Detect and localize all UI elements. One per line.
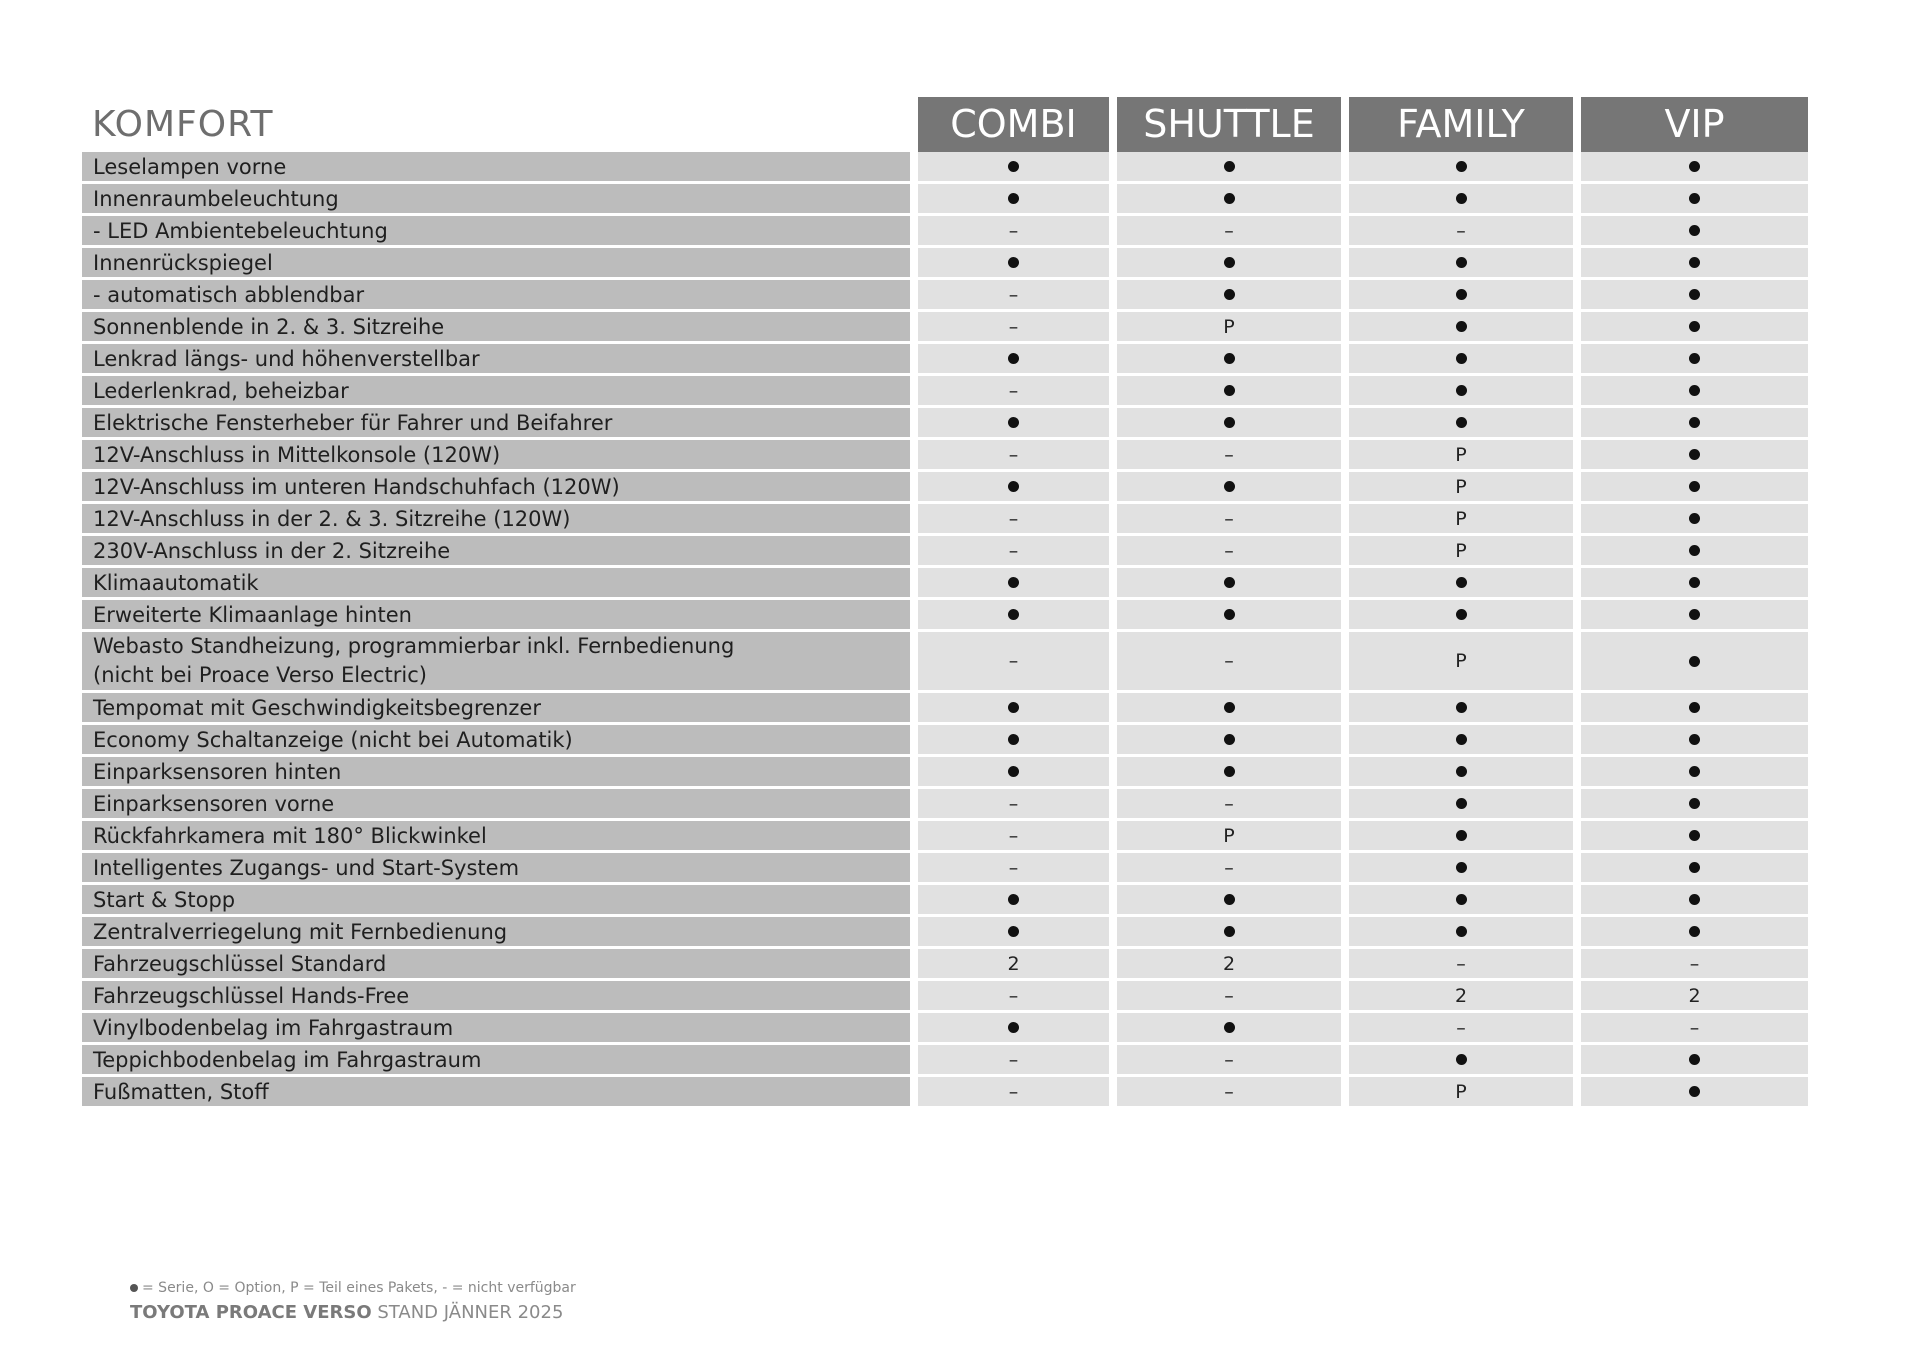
row-label: Klimaautomatik (82, 568, 910, 600)
cell-shuttle: – (1117, 789, 1341, 821)
row-label: Innenrückspiegel (82, 248, 910, 280)
row-label: Tempomat mit Geschwindigkeitsbegrenzer (82, 693, 910, 725)
cell-shuttle (1117, 376, 1341, 408)
column-header-combi: COMBI (918, 97, 1109, 152)
standard-dot-icon (1456, 353, 1467, 364)
cell-combi (918, 757, 1109, 789)
standard-dot-icon (1456, 798, 1467, 809)
standard-dot-icon (1224, 417, 1235, 428)
standard-dot-icon (1456, 385, 1467, 396)
standard-dot-icon (1008, 609, 1019, 620)
standard-dot-icon (1689, 545, 1700, 556)
row-label: Start & Stopp (82, 885, 910, 917)
bullet-icon (130, 1284, 138, 1292)
standard-dot-icon (1456, 734, 1467, 745)
footer (130, 1280, 576, 1323)
cell-family: – (1349, 216, 1573, 248)
cell-vip (1581, 312, 1808, 344)
cell-family (1349, 757, 1573, 789)
standard-dot-icon (1689, 766, 1700, 777)
standard-dot-icon (1224, 766, 1235, 777)
row-label: - automatisch abblendbar (82, 280, 910, 312)
row-label: Fußmatten, Stoff (82, 1077, 910, 1109)
cell-vip (1581, 280, 1808, 312)
standard-dot-icon (1224, 289, 1235, 300)
cell-combi: – (918, 440, 1109, 472)
cell-family (1349, 789, 1573, 821)
standard-dot-icon (1456, 289, 1467, 300)
standard-dot-icon (1224, 734, 1235, 745)
standard-dot-icon (1224, 926, 1235, 937)
cell-vip (1581, 152, 1808, 184)
row-label: Lederlenkrad, beheizbar (82, 376, 910, 408)
cell-family (1349, 152, 1573, 184)
cell-vip (1581, 440, 1808, 472)
cell-vip (1581, 216, 1808, 248)
cell-family (1349, 725, 1573, 757)
cell-vip (1581, 853, 1808, 885)
row-label: Vinylbodenbelag im Fahrgastraum (82, 1013, 910, 1045)
cell-combi (918, 725, 1109, 757)
cell-combi (918, 248, 1109, 280)
standard-dot-icon (1224, 161, 1235, 172)
cell-family (1349, 280, 1573, 312)
standard-dot-icon (1689, 513, 1700, 524)
standard-dot-icon (1689, 1054, 1700, 1065)
komfort-table (82, 97, 1838, 1109)
standard-dot-icon (1008, 481, 1019, 492)
cell-vip (1581, 248, 1808, 280)
cell-combi: – (918, 1045, 1109, 1077)
standard-dot-icon (1008, 926, 1019, 937)
cell-shuttle: 2 (1117, 949, 1341, 981)
row-label: Zentralverriegelung mit Fernbedienung (82, 917, 910, 949)
cell-family (1349, 853, 1573, 885)
standard-dot-icon (1224, 385, 1235, 396)
cell-combi (918, 600, 1109, 632)
cell-family (1349, 344, 1573, 376)
standard-dot-icon (1008, 702, 1019, 713)
cell-combi: – (918, 821, 1109, 853)
cell-combi (918, 1013, 1109, 1045)
cell-vip (1581, 917, 1808, 949)
standard-dot-icon (1224, 257, 1235, 268)
cell-combi (918, 152, 1109, 184)
standard-dot-icon (1008, 734, 1019, 745)
standard-dot-icon (1689, 926, 1700, 937)
cell-vip (1581, 504, 1808, 536)
standard-dot-icon (1456, 257, 1467, 268)
row-label: Intelligentes Zugangs- und Start-System (82, 853, 910, 885)
standard-dot-icon (1456, 609, 1467, 620)
standard-dot-icon (1689, 734, 1700, 745)
cell-combi: 2 (918, 949, 1109, 981)
cell-family: P (1349, 536, 1573, 568)
cell-family: P (1349, 632, 1573, 693)
column-header-vip: VIP (1581, 97, 1808, 152)
cell-family: P (1349, 504, 1573, 536)
stand-date: STAND JÄNNER 2025 (377, 1302, 564, 1323)
cell-combi (918, 408, 1109, 440)
row-label: Leselampen vorne (82, 152, 910, 184)
standard-dot-icon (1689, 225, 1700, 236)
cell-shuttle: P (1117, 821, 1341, 853)
cell-vip (1581, 789, 1808, 821)
standard-dot-icon (1224, 353, 1235, 364)
row-label-line1: Webasto Standheizung, programmierbar inkl. Fernbedienung (93, 634, 735, 658)
standard-dot-icon (1456, 894, 1467, 905)
cell-combi (918, 472, 1109, 504)
cell-shuttle (1117, 344, 1341, 376)
cell-shuttle (1117, 693, 1341, 725)
cell-combi (918, 344, 1109, 376)
standard-dot-icon (1224, 702, 1235, 713)
standard-dot-icon (1689, 609, 1700, 620)
standard-dot-icon (1456, 193, 1467, 204)
cell-vip (1581, 184, 1808, 216)
standard-dot-icon (1456, 161, 1467, 172)
cell-family (1349, 885, 1573, 917)
standard-dot-icon (1689, 862, 1700, 873)
standard-dot-icon (1008, 417, 1019, 428)
cell-vip (1581, 472, 1808, 504)
cell-shuttle (1117, 248, 1341, 280)
standard-dot-icon (1008, 1022, 1019, 1033)
cell-shuttle (1117, 600, 1341, 632)
standard-dot-icon (1689, 830, 1700, 841)
cell-shuttle: – (1117, 440, 1341, 472)
cell-combi: – (918, 280, 1109, 312)
cell-combi: – (918, 504, 1109, 536)
cell-family (1349, 408, 1573, 440)
standard-dot-icon (1689, 481, 1700, 492)
cell-shuttle (1117, 885, 1341, 917)
standard-dot-icon (1456, 417, 1467, 428)
standard-dot-icon (1689, 656, 1700, 667)
cell-combi: – (918, 853, 1109, 885)
cell-shuttle (1117, 184, 1341, 216)
row-label: Fahrzeugschlüssel Hands-Free (82, 981, 910, 1013)
cell-vip (1581, 885, 1808, 917)
cell-family (1349, 568, 1573, 600)
row-label-line2: (nicht bei Proace Verso Electric) (93, 663, 427, 687)
row-label: 230V-Anschluss in der 2. Sitzreihe (82, 536, 910, 568)
cell-family: 2 (1349, 981, 1573, 1013)
row-label: Erweiterte Klimaanlage hinten (82, 600, 910, 632)
column-header-shuttle: SHUTTLE (1117, 97, 1341, 152)
row-label (82, 632, 910, 693)
row-label: Einparksensoren hinten (82, 757, 910, 789)
cell-combi (918, 917, 1109, 949)
cell-combi: – (918, 376, 1109, 408)
row-label: Innenraumbeleuchtung (82, 184, 910, 216)
standard-dot-icon (1689, 193, 1700, 204)
standard-dot-icon (1689, 798, 1700, 809)
legend (130, 1280, 576, 1296)
standard-dot-icon (1456, 1054, 1467, 1065)
feature-grid (82, 97, 1838, 1109)
cell-family (1349, 312, 1573, 344)
cell-family: P (1349, 1077, 1573, 1109)
standard-dot-icon (1456, 926, 1467, 937)
cell-shuttle: – (1117, 632, 1341, 693)
standard-dot-icon (1689, 417, 1700, 428)
cell-shuttle: – (1117, 1077, 1341, 1109)
cell-vip (1581, 376, 1808, 408)
cell-combi: – (918, 312, 1109, 344)
cell-vip (1581, 344, 1808, 376)
cell-vip (1581, 568, 1808, 600)
cell-combi: – (918, 981, 1109, 1013)
cell-family: P (1349, 472, 1573, 504)
standard-dot-icon (1224, 609, 1235, 620)
cell-family: – (1349, 949, 1573, 981)
section-title: KOMFORT (92, 104, 274, 145)
standard-dot-icon (1456, 321, 1467, 332)
cell-family (1349, 1045, 1573, 1077)
cell-combi: – (918, 216, 1109, 248)
standard-dot-icon (1456, 830, 1467, 841)
cell-vip (1581, 821, 1808, 853)
cell-vip: – (1581, 1013, 1808, 1045)
cell-family: P (1349, 440, 1573, 472)
cell-combi (918, 885, 1109, 917)
row-label: - LED Ambientebeleuchtung (82, 216, 910, 248)
cell-shuttle (1117, 1013, 1341, 1045)
cell-shuttle (1117, 152, 1341, 184)
cell-shuttle: P (1117, 312, 1341, 344)
cell-combi: – (918, 536, 1109, 568)
standard-dot-icon (1456, 766, 1467, 777)
row-label: Einparksensoren vorne (82, 789, 910, 821)
standard-dot-icon (1008, 257, 1019, 268)
standard-dot-icon (1224, 193, 1235, 204)
standard-dot-icon (1689, 894, 1700, 905)
cell-combi (918, 184, 1109, 216)
cell-family: – (1349, 1013, 1573, 1045)
cell-shuttle (1117, 568, 1341, 600)
cell-family (1349, 821, 1573, 853)
cell-combi: – (918, 1077, 1109, 1109)
cell-vip (1581, 757, 1808, 789)
cell-shuttle (1117, 917, 1341, 949)
row-label: 12V-Anschluss in Mittelkonsole (120W) (82, 440, 910, 472)
cell-combi: – (918, 789, 1109, 821)
standard-dot-icon (1456, 862, 1467, 873)
cell-vip (1581, 725, 1808, 757)
cell-shuttle: – (1117, 981, 1341, 1013)
cell-vip (1581, 1077, 1808, 1109)
row-label: Sonnenblende in 2. & 3. Sitzreihe (82, 312, 910, 344)
standard-dot-icon (1456, 577, 1467, 588)
cell-family (1349, 248, 1573, 280)
brand-name: TOYOTA PROACE VERSO (130, 1302, 372, 1323)
footer-brand (130, 1302, 576, 1323)
cell-family (1349, 376, 1573, 408)
cell-family (1349, 693, 1573, 725)
cell-vip: – (1581, 949, 1808, 981)
cell-vip (1581, 408, 1808, 440)
cell-shuttle (1117, 472, 1341, 504)
standard-dot-icon (1689, 702, 1700, 713)
standard-dot-icon (1689, 257, 1700, 268)
cell-family (1349, 600, 1573, 632)
column-header-family: FAMILY (1349, 97, 1573, 152)
standard-dot-icon (1008, 193, 1019, 204)
row-label: Teppichbodenbelag im Fahrgastraum (82, 1045, 910, 1077)
cell-shuttle (1117, 757, 1341, 789)
standard-dot-icon (1008, 161, 1019, 172)
standard-dot-icon (1689, 1086, 1700, 1097)
standard-dot-icon (1456, 702, 1467, 713)
standard-dot-icon (1008, 766, 1019, 777)
cell-vip (1581, 536, 1808, 568)
standard-dot-icon (1008, 894, 1019, 905)
standard-dot-icon (1689, 321, 1700, 332)
standard-dot-icon (1689, 353, 1700, 364)
row-label: Elektrische Fensterheber für Fahrer und Beifahrer (82, 408, 910, 440)
row-label: Economy Schaltanzeige (nicht bei Automatik) (82, 725, 910, 757)
cell-vip (1581, 632, 1808, 693)
cell-vip (1581, 693, 1808, 725)
cell-shuttle: – (1117, 536, 1341, 568)
cell-family (1349, 184, 1573, 216)
cell-combi (918, 693, 1109, 725)
legend-text: = Serie, O = Option, P = Teil eines Pakets, - = nicht verfügbar (142, 1280, 576, 1296)
cell-shuttle (1117, 725, 1341, 757)
standard-dot-icon (1224, 577, 1235, 588)
cell-shuttle: – (1117, 1045, 1341, 1077)
standard-dot-icon (1689, 385, 1700, 396)
standard-dot-icon (1008, 353, 1019, 364)
cell-combi: – (918, 632, 1109, 693)
standard-dot-icon (1224, 894, 1235, 905)
cell-shuttle (1117, 408, 1341, 440)
cell-vip: 2 (1581, 981, 1808, 1013)
cell-shuttle: – (1117, 216, 1341, 248)
cell-shuttle (1117, 280, 1341, 312)
cell-combi (918, 568, 1109, 600)
row-label: Fahrzeugschlüssel Standard (82, 949, 910, 981)
cell-shuttle: – (1117, 504, 1341, 536)
row-label: Rückfahrkamera mit 180° Blickwinkel (82, 821, 910, 853)
standard-dot-icon (1689, 161, 1700, 172)
standard-dot-icon (1689, 449, 1700, 460)
cell-vip (1581, 1045, 1808, 1077)
cell-family (1349, 917, 1573, 949)
row-label: Lenkrad längs- und höhenverstellbar (82, 344, 910, 376)
standard-dot-icon (1689, 289, 1700, 300)
row-label: 12V-Anschluss in der 2. & 3. Sitzreihe (120W) (82, 504, 910, 536)
cell-vip (1581, 600, 1808, 632)
standard-dot-icon (1008, 577, 1019, 588)
row-label: 12V-Anschluss im unteren Handschuhfach (120W) (82, 472, 910, 504)
standard-dot-icon (1224, 481, 1235, 492)
standard-dot-icon (1689, 577, 1700, 588)
standard-dot-icon (1224, 1022, 1235, 1033)
cell-shuttle: – (1117, 853, 1341, 885)
